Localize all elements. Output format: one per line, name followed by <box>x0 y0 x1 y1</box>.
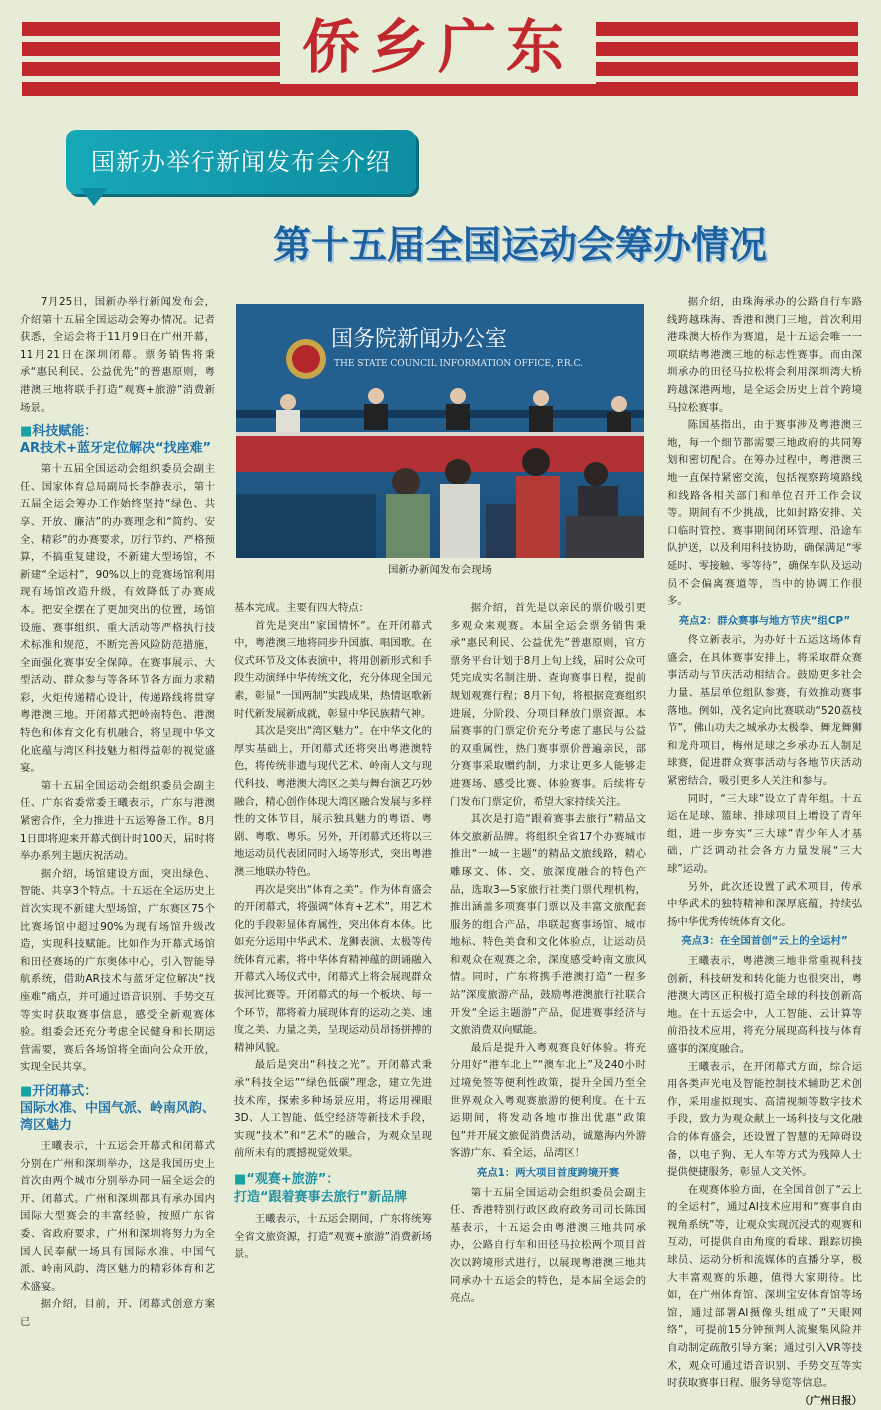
masthead-title: 侨乡广东 <box>301 13 574 81</box>
paragraph: 再次是突出“体育之美”。作为体育盛会的开闭幕式，将强调“体育+艺术”，用艺术化的手段彰显体育属性，突出体育本体。比如充分运用中华武术、龙狮表演、太极等传统体育元素，将中华体育精神蕴的朗诵融入开幕式入场仪式中，闭幕式上将会展现群众拔河比赛等。开闭幕式的每一个板块、每一个环节，都将着力展现体育的运动之美、速度之美、力量之美，呈现运动员昂扬拼搏的精神风貌。 <box>234 883 432 1054</box>
square-bullet-icon: ■ <box>20 1083 33 1099</box>
paragraph: 陈国基指出，由于赛事涉及粤港澳三地，每一个细节都需要三地政府的共同筹划和密切配合。在筹办过程中，粤港澳三地一直保持紧密交流，包括视察跨境路线和线路各相关部门和单位召开工作会议等。期间有不少挑战，比如封路安排、关口临时管控、赛事期间闭环管理、沿途车队护送，以及利用科技协助，确保满足“零延时、零接触、零等待”，确保车队及运动员不会偏离赛道等，当中的协调工作很多。 <box>667 419 862 608</box>
article-column-2 <box>234 600 432 1264</box>
article-column-1 <box>20 294 215 1331</box>
paragraph: 第十五届全国运动会组织委员会副主任、香港特别行政区政府政务司司长陈国基表示，十五运会由粤港澳三地共同承办，公路自行车和田径马拉松两个项目首次以跨境形式进行，以展现粤港澳三地共同承办十五运会的特色，是本届全运会的亮点。 <box>450 1186 646 1305</box>
photo-illustration <box>236 304 644 558</box>
highlight-heading-2: 亮点2：群众赛事与地方节庆“组CP” <box>678 614 851 627</box>
paragraph: 据介绍，由珠海承办的公路自行车路线跨越珠海、香港和澳门三地，首次利用港珠澳大桥作为赛道，是十五运会唯一一项联结粤港澳三地的标志性赛事。而由深圳承办的田径马拉松将会利用深圳湾大桥跨越深港两地，是全运会历史上首个跨境马拉松赛事。 <box>667 296 862 414</box>
section-heading-label: 开闭幕式： <box>32 1083 98 1099</box>
article-column-3 <box>450 600 646 1308</box>
paragraph: 王曦表示，粤港澳三地非常重视科技创新，科技研发和转化能力也很突出，粤港澳大湾区正积极打造全球的科技创新高地。在十五运会中，人工智能、云计算等前沿技术应用，将充分展现高科技与体育盛事的深度融合。 <box>667 954 862 1055</box>
paragraph: 7月25日，国新办举行新闻发布会，介绍第十五届全国运动会筹办情况。记者获悉，全运会将于11月9日在广州开幕，11月21日在深圳闭幕。票务销售将秉承“惠民利民、公益优先”的普惠原则，粤港澳三地将联手打造“观赛+旅游”消费新场景。 <box>20 296 215 414</box>
paragraph: 最后是突出“科技之光”。开闭幕式秉承“科技全运”“绿色低碳”理念，建立先进技术库，探索多种场景应用，将运用裸眼3D、人工智能、低空经济等新技术手段，实现“技术”和“艺术”的融合，为观众呈现前所未有的震撼视觉效果。 <box>234 1059 432 1160</box>
section-heading-sub: 国际水准、中国气派、岭南风韵、湾区魅力 <box>20 1100 216 1133</box>
paragraph: 另外，此次还设置了武术项目，传承中华武术的独特精神和深厚底蕴，持续弘扬中华优秀传统体育文化。 <box>667 880 862 928</box>
paragraph: 据介绍，场馆建设方面，突出绿色、智能、共享3个特点。十五运在全运历史上首次实现不新建大型场馆，广东赛区75个比赛场馆中超过90%为现有场馆升级改造，实现科技赋能。比如作为开幕式场馆和田径赛场的广东奥体中心，引入智能导航系统，借助AR技术与蓝牙定位解决“找座难”痛点，并可通过语音识别、手势交互等实时获取赛事信息，感受全新观赛体验。组委会还充分考虑全民健身和长期运营需要，赛后各场馆将全面向公众开放，实现全民共享。 <box>20 867 215 1074</box>
paragraph: 据介绍，目前，开、闭幕式创意方案已 <box>20 1298 215 1328</box>
podium-table <box>236 432 644 472</box>
paragraph: 据介绍，首先是以亲民的票价吸引更多观众来观赛。本届全运会票务销售秉承“惠民利民、公益优先”普惠原则，官方票务平台计划于8月上旬上线，届时公众可凭完成实名制注册、查询赛事日程，提前规划观赛行程；8月下旬，将根据竞赛组织进展，分阶段、分项目释放门票资源。本届赛事的门票定价充分考虑了惠民与公益的双重属性，热门赛事票价普遍亲民，部分赛事采取赠约制，力求让更多人能够走进赛场、感受比赛、体验赛事。后续将专门发布门票定价，希望大家持续关注。 <box>450 602 646 808</box>
paragraph: 最后是提升入粤观赛良好体验。将充分用好“港车北上”“澳车北上”及240小时过境免签等便利性政策，提升全国乃至全世界观众入粤观赛旅游的便利度。在十五运期间，将发动各地市推出优惠“政策包”并开展文旅促消费活动，诚邀海内外游客游广东、看全运，品湾区！ <box>450 1041 646 1160</box>
sign-cn: 国务院新闻办公室 <box>331 327 508 352</box>
paragraph: 其次是突出“湾区魅力”。在中华文化的厚实基础上，开闭幕式还将突出粤港澳特色，将传统非遗与现代艺术、岭南人文与现代科技、粤港澳大湾区之美与舞台演艺巧妙融合，精心创作体现大湾区融合发展与多样性的文体节目，展示独具魅力的粤语、粤剧、粤歌、粤乐。另外，开闭幕式还将以三地运动员代表团同时入场等形式，突出粤港澳三地联办特色。 <box>234 725 432 878</box>
section-heading-travel <box>234 1171 432 1207</box>
sign-en: THE STATE COUNCIL INFORMATION OFFICE, P.R.C. <box>334 359 583 369</box>
photo-caption: 国新办新闻发布会现场 <box>388 564 492 576</box>
paragraph: 基本完成。主要有四大特点： <box>234 602 370 614</box>
section-heading-label: 科技赋能： <box>32 424 98 440</box>
section-heading-label: “观赛+旅游”： <box>246 1172 340 1187</box>
press-conference-photo <box>236 304 644 558</box>
paragraph: 同时，“三大球”设立了青年组。十五运在足球、篮球、排球项目上增设了青年组，进一步夯实“三大球”青少年人才基础，广泛调动社会各方力量发展“三大球”运动。 <box>667 792 862 875</box>
square-bullet-icon: ■ <box>234 1172 247 1187</box>
paragraph: 其次是打造“跟着赛事去旅行”精品文体交旅新品牌。将组织全省17个办赛城市推出“一城一主题”的精品文旅线路，精心雕琢文、体、交、旅深度融合的特色产品，选取3—5家旅行社类门票代理机构，推出涵盖多项赛事门票以及丰富文旅配套服务的组合产品，串联起赛事场馆、城市地标、特色美食和文化体验点，让运动员和观众在观赛之余，深度感受岭南文旅风情。同时，广东将携手港澳打造“一程多站”深度旅游产品，鼓励粤港澳旅行社联合开发“全运主题游”产品，促进赛事经济与文旅消费双向赋能。 <box>450 813 646 1037</box>
square-bullet-icon: ■ <box>20 424 33 440</box>
headline: 第十五届全国运动会筹办情况 <box>272 223 767 267</box>
paragraph: 王曦表示，十五运会开幕式和闭幕式分别在广州和深圳举办，这是我国历史上首次由两个城市分别举办同一届全运会的开、闭幕式。广州和深圳都具有承办国内国际大型赛会的丰富经验，按照广东省委、省政府要求，广州和深圳将努力为全国人民奉献一场具有国际水准、中国气派、岭南风韵、湾区魅力的精彩体育和艺术盛宴。 <box>20 1139 215 1293</box>
paragraph: 王曦表示，十五运会期间，广东将统筹全省文旅资源，打造“观赛+旅游”消费新场景。 <box>234 1213 432 1261</box>
paragraph: 王曦表示，在开闭幕式方面，综合运用各类声光电及智能控制技术辅助艺术创作，采用虚拟现实、高清视频等数字技术手段，致力为观众献上一场科技与文化融合的体育盛会，还设置了智慧的无障碍设备，以电子狗、无人车等方式为残障人士提供便捷服务，彰显人文关怀。 <box>667 1060 862 1179</box>
masthead-band-4 <box>22 82 858 96</box>
section-heading-tech <box>20 423 215 457</box>
highlight-heading-1: 亮点1：两大项目首度跨境开赛 <box>476 1167 620 1179</box>
article-column-4 <box>667 294 862 1410</box>
section-heading-sub: AR技术+蓝牙定位解决“找座难” <box>20 441 212 457</box>
source-credit: （广州日报） <box>799 1394 862 1407</box>
paragraph: 佟立新表示，为办好十五运这场体育盛会，在具体赛事安排上，将采取群众赛事活动与节庆活动相结合。鼓励更多社会力量、基层单位组队参赛，有效推动赛事落地。例如，茂名定向比赛联动“520荔枝节”，佛山功夫之城承办太极拳、舞龙舞狮和龙舟项目，梅州足球之乡承办五人制足球赛，促进群众赛事活动与各地节庆活动紧密结合，吸引更多人关注和参与。 <box>667 634 862 788</box>
paragraph: 在观赛体验方面，在全国首创了“云上的全运村”，通过AI技术应用和“赛事自由视角系统”等，让观众实现沉浸式的观赛和互动，可提供自由角度的看球、跟踪切换球员、运动分析和流媒体的直播分享，极大丰富观赛的乐趣，值得大家期待。比如，在广州体育馆、深圳宝安体育馆等场馆，通过部署AI摄像头组成了“天眼网络”，可提前15分钟预判人流聚集风险并自动制定疏散引导方案；通过引入VR等技术，观众可通过语音识别、手势交互等实时获取赛事日程、服务导览等信息。 <box>667 1183 862 1390</box>
paragraph: 第十五届全国运动会组织委员会副主任、广东省委常委王曦表示，广东与港澳紧密合作，全力推进十五运筹备工作。8月1日即将迎来开幕式倒计时100天，届时将举办系列主题庆祝活动。 <box>20 779 215 863</box>
paragraph: 首先是突出“家国情怀”。在开闭幕式中，粤港澳三地将同步升国旗、唱国歌。在仪式环节及文体表演中，将用创新形式和手段生动演绎中华传统文化，充分体现全国元素，彰显“一国两制”实践成果，热情讴歌新时代新发展新成就，彰显中华民族精气神。 <box>234 619 432 720</box>
section-heading-ceremony <box>20 1083 215 1134</box>
section-heading-sub: 打造“跟着赛事去旅行”新品牌 <box>234 1190 408 1205</box>
intro-tag: 国新办举行新闻发布会介绍 <box>91 148 391 176</box>
paragraph: 第十五届全国运动会组织委员会副主任、国家体育总局副局长李静表示，第十五届全运会筹办工作始终坚持“绿色、共享、开放、廉洁”的办赛理念和“简约、安全、精彩”的办赛要求，厉行节约、严格预算，不搞重复建设，不新建大型场馆，不新建“全运村”，90%以上的竞赛场馆利用现有场馆改造升级，有效降低了办赛成本。把安全摆在了更加突出的位置，场馆设施、赛事组织、重大活动等严格执行技术标准和规范，不断完善风险防范措施，全面强化赛事安全保障。在赛事展示、大型活动、群众参与等各环节各方面力求精彩，火炬传递精心设计，传递路线将贯穿粤港澳三地。开闭幕式把岭南特色、港澳特色和体育文化有机融合，将呈现中华文化底蕴与湾区科技魅力相得益彰的视觉盛宴。 <box>20 463 215 775</box>
highlight-heading-3: 亮点3：在全国首创“云上的全运村” <box>681 935 848 948</box>
